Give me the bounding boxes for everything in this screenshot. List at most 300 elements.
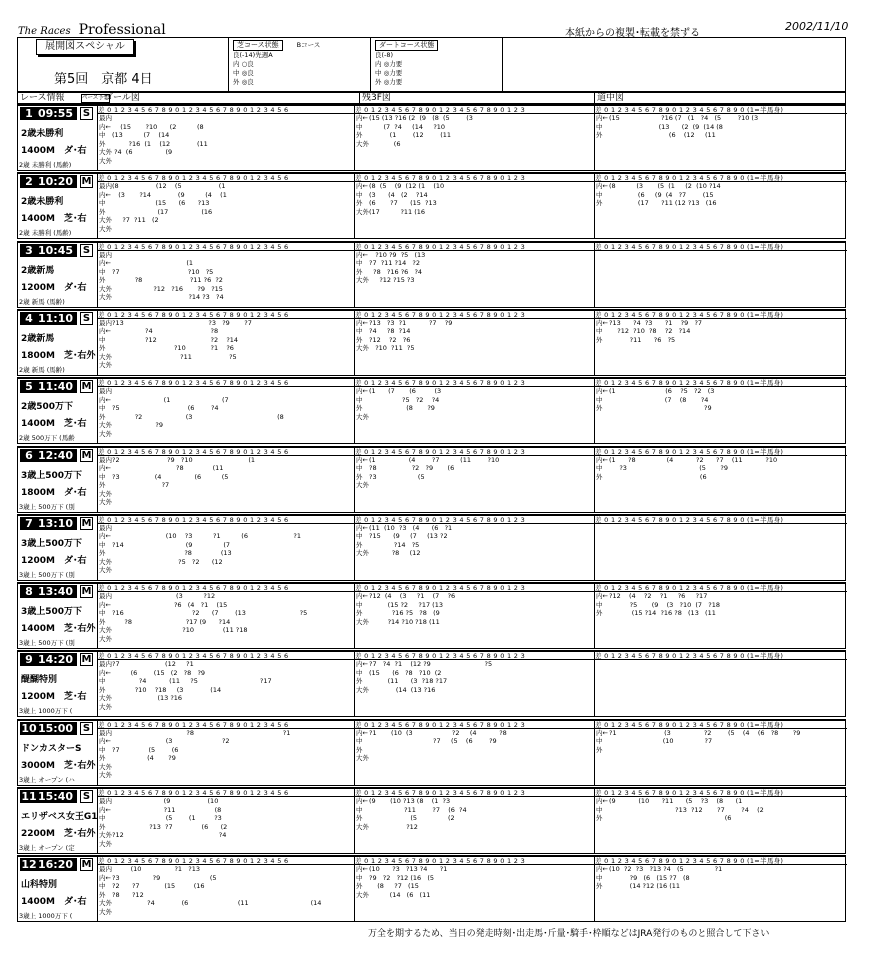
- post-time: 11:10: [38, 311, 74, 325]
- race-info: [18, 516, 98, 580]
- race-name: 3歳上500万下: [21, 470, 83, 481]
- pace-mark: M: [81, 859, 92, 871]
- pace-mark: M: [81, 381, 92, 393]
- turf-middle: 中 ◎良: [233, 69, 254, 77]
- goal-lane-label: 外: [99, 344, 106, 353]
- f3-positions: (10 ?3 ?13 ?4 ?1: [369, 865, 448, 874]
- dirt-line1: 良(-8): [375, 51, 394, 59]
- f3-lane-label: 内←: [356, 523, 368, 532]
- race-block: [17, 514, 846, 581]
- f3-lane-label: 大外: [356, 890, 369, 899]
- f3-panel: [354, 584, 594, 648]
- dirt-inner: 内 ◎力要: [375, 60, 403, 68]
- turf-course: Bコース: [296, 41, 321, 49]
- f3-lane-label: 外: [356, 609, 363, 618]
- goal-lane-label: 内←: [99, 327, 111, 336]
- goal-lane-label: 大外: [99, 694, 112, 703]
- f3-positions: ?8 ?2 ?9 (6: [369, 464, 455, 472]
- goal-lane-label: 外: [99, 822, 106, 831]
- mid-positions: (10 ?2 ?3 ?13 ?4 (5 ?1: [609, 865, 723, 874]
- f3-lane-label: 内←: [356, 114, 368, 122]
- goal-lane-label: 大外: [99, 361, 112, 370]
- goal-lane-label: 最内: [99, 318, 112, 327]
- mid-lane-label: 外: [596, 814, 603, 822]
- turf-outer: 外 ◎良: [233, 78, 254, 86]
- post-time: 14:20: [38, 653, 74, 667]
- goal-lane-label: 最内: [99, 660, 112, 669]
- mid-positions: ?1 (3 ?2 (5 (4 (6 ?8 ?9: [609, 728, 801, 737]
- mid-positions: ?13 ?4 ?3 ?1 ?9 ?7: [609, 318, 703, 327]
- f3-positions: (14 (13 ?16: [369, 685, 436, 694]
- mid-positions: (15 ?16 (7 (1 ?4 (5 ?10 (3: [609, 114, 759, 122]
- f3-positions: (6: [369, 139, 401, 148]
- f3-positions: (3 (4 (2 ?14: [369, 190, 428, 199]
- f3-lane-label: 大外: [356, 617, 369, 626]
- f3-positions: (8 ?9: [369, 404, 435, 413]
- f3-lane-label: 外: [356, 199, 363, 208]
- goal-scale: 差 0 1 2 3 4 5 6 7 8 9 0 1 2 3 4 5 6 7 8 9 0 1 2 3 4 5 6: [98, 448, 354, 456]
- race-block: [17, 309, 846, 376]
- post-time: 13:10: [38, 516, 74, 530]
- f3-positions: (9 (10 ?13 (8 (1 ?3: [369, 797, 451, 805]
- goal-positions: ?5 (6 ?4: [112, 404, 219, 413]
- brand-name: The Races: [18, 26, 71, 37]
- special-label: 展開図スペシャル: [36, 39, 134, 55]
- goal-positions: (10 ?3 ?1 (6 ?1: [112, 532, 301, 541]
- race-name: 2歳未勝利: [21, 129, 64, 139]
- f3-scale: 差 0 1 2 3 4 5 6 7 8 9 0 1 2 3 4 5 6 7 8 9 0 1 2 3: [355, 311, 594, 319]
- goal-positions: ?3 (4 (6 (5: [112, 472, 229, 481]
- race-name: 3歳上500万下: [21, 538, 83, 549]
- f3-panel: [354, 789, 594, 853]
- goal-positions: ?8 ?1: [112, 728, 291, 737]
- f3-lane-label: 大外: [356, 549, 369, 558]
- mid-panel: [594, 379, 847, 443]
- goal-positions: (3 ?2: [112, 737, 230, 746]
- f3-lane-label: 内←: [356, 865, 368, 874]
- f3-positions: ?12 ?15 ?3: [369, 276, 415, 285]
- goal-scale: 差 0 1 2 3 4 5 6 7 8 9 0 1 2 3 4 5 6 7 8 9 0 1 2 3 4 5 6: [98, 516, 354, 524]
- f3-lane-label: 外: [356, 540, 363, 549]
- mid-scale: 差 0 1 2 3 4 5 6 7 8 9 0 1 2 3 4 5 6 7 8 9 0 (1=半馬身): [595, 174, 847, 182]
- race-info: [18, 584, 98, 648]
- goal-panel: [98, 516, 354, 580]
- goal-positions: (10 ?1 ?13: [112, 865, 200, 874]
- turf-condition: [228, 38, 370, 91]
- race-info: [18, 311, 98, 375]
- goal-positions: (6 (15 (2 ?8 ?9: [112, 668, 206, 677]
- f3-lane-label: 内←: [356, 592, 368, 601]
- f3-lane-label: 中: [356, 600, 363, 609]
- race-info: [18, 448, 98, 512]
- goal-lane-label: 大外: [99, 429, 112, 438]
- f3-scale: 差 0 1 2 3 4 5 6 7 8 9 0 1 2 3 4 5 6 7 8 9 0 1 2 3: [355, 379, 594, 387]
- goal-lane-label: 大外: [99, 839, 112, 848]
- f3-lane-label: 内←: [356, 455, 368, 464]
- race-number: 3: [25, 243, 33, 257]
- goal-positions: ?2 ?9 ?10 (1: [112, 455, 256, 464]
- goal-lane-label: 外: [99, 685, 106, 694]
- goal-panel: [98, 106, 354, 170]
- mid-lane-label: 中: [596, 737, 603, 746]
- goal-lane-label: 中: [99, 609, 106, 618]
- f3-lane-label: 外: [356, 677, 363, 686]
- f3-panel: [354, 106, 594, 170]
- f3-lane-label: 中: [356, 395, 363, 404]
- mid-panel: [594, 584, 847, 648]
- pace-mark: S: [80, 722, 93, 735]
- mid-lane-label: 内←: [596, 182, 608, 191]
- goal-panel: [98, 789, 354, 853]
- f3-scale: 差 0 1 2 3 4 5 6 7 8 9 0 1 2 3 4 5 6 7 8 9 0 1 2 3: [355, 516, 594, 524]
- goal-lane-label: 中: [99, 540, 106, 549]
- race-info: [18, 721, 98, 785]
- race-number-time: [20, 449, 77, 462]
- pace-mark: M: [81, 517, 92, 529]
- mid-panel: [594, 174, 847, 238]
- race-name: 2歳未勝利: [21, 197, 64, 208]
- race-block: [17, 582, 846, 649]
- mid-lane-label: 中: [596, 464, 603, 472]
- f3-scale: 差 0 1 2 3 4 5 6 7 8 9 0 1 2 3 4 5 6 7 8 9 0 1 2 3: [355, 789, 594, 797]
- goal-positions: ?12 ?2 ?14: [112, 335, 239, 344]
- goal-positions: (9 (10: [112, 797, 219, 805]
- post-time: 10:45: [38, 243, 74, 257]
- mid-positions: (1 ?8 (4 ?2 ?7 (11 ?10: [609, 455, 778, 464]
- goal-positions: ?4 (11 ?5 ?17: [112, 677, 272, 686]
- mid-scale: 差 0 1 2 3 4 5 6 7 8 9 0 1 2 3 4 5 6 7 8 9 0 (1=半馬身): [595, 789, 847, 797]
- goal-positions: ?2 ?7 (15 (16: [112, 882, 205, 891]
- goal-lane-label: 最内: [99, 592, 112, 601]
- race-name: 2歳新馬: [21, 333, 55, 344]
- goal-positions: ?14 (9 (7: [112, 540, 231, 549]
- goal-lane-label: 大外: [99, 771, 112, 780]
- race-number: 9: [25, 653, 33, 667]
- goal-lane-label: 大外: [99, 566, 112, 575]
- f3-positions: ?12: [369, 822, 418, 831]
- f3-positions: (1 (4 ?7 (11 ?10: [369, 455, 500, 464]
- f3-lane-label: 中: [356, 668, 363, 677]
- dirt-title: ダートコース状態: [375, 40, 438, 51]
- race-class: 3歳上 500万下 (別: [19, 502, 75, 511]
- race-info: [18, 789, 98, 853]
- f3-positions: ?8 (12: [369, 549, 421, 558]
- race-name: 2歳新馬: [21, 265, 55, 276]
- f3-positions: (6 ?7 (15 ?13: [369, 199, 437, 208]
- goal-lane-label: 大外: [99, 831, 112, 839]
- mid-scale: 差 0 1 2 3 4 5 6 7 8 9 0 1 2 3 4 5 6 7 8 9 0 (1=半馬身): [595, 857, 847, 865]
- f3-panel: [354, 379, 594, 443]
- goal-positions: (13 ?16: [112, 694, 183, 703]
- race-info: [18, 857, 98, 921]
- race-distance: 1200M 芝･右: [21, 692, 87, 703]
- f3-scale: 差 0 1 2 3 4 5 6 7 8 9 0 1 2 3 4 5 6 7 8 9 0 1 2 3: [355, 857, 594, 865]
- meeting-title: 第5回 京都 4日: [54, 72, 153, 87]
- column-headers: [17, 92, 846, 104]
- goal-scale: 差 0 1 2 3 4 5 6 7 8 9 0 1 2 3 4 5 6 7 8 9 0 1 2 3 4 5 6: [98, 311, 354, 319]
- goal-positions: ?10 (11 ?18: [112, 626, 248, 635]
- f3-lane-label: 外: [356, 404, 363, 413]
- goal-positions: ?11 (8: [112, 805, 222, 814]
- race-info: [18, 379, 98, 443]
- race-number: 12: [21, 858, 37, 872]
- race-class: 3歳上 500万下 (別: [19, 639, 75, 648]
- f3-positions: ?14 ?10 ?18 (11: [369, 617, 440, 626]
- goal-lane-label: 外: [99, 549, 106, 558]
- goal-lane-label: 中: [99, 472, 106, 481]
- f3-lane-label: 内←: [356, 250, 368, 259]
- goal-lane-label: 最内: [99, 182, 112, 191]
- f3-scale: 差 0 1 2 3 4 5 6 7 8 9 0 1 2 3 4 5 6 7 8 9 0 1 2 3: [355, 584, 594, 592]
- f3-lane-label: 外: [356, 335, 363, 344]
- race-number-time: [20, 380, 77, 393]
- race-distance: 1400M ダ･右: [21, 146, 87, 156]
- mid-positions: ?11 ?6 ?5: [609, 335, 676, 344]
- goal-positions: (1 (7: [112, 395, 229, 404]
- mid-lane-label: 内←: [596, 865, 608, 874]
- mid-lane-label: 外: [596, 882, 603, 891]
- race-number: 6: [25, 448, 33, 462]
- race-number-time: [20, 722, 77, 735]
- goal-lane-label: 大外: [99, 702, 112, 711]
- mid-panel: [594, 721, 847, 785]
- mid-positions: (8 (3 (5 (1 (2 (10 ?14: [609, 182, 721, 191]
- pace-mark: S: [80, 244, 93, 257]
- goal-positions: (3 ?12: [112, 592, 216, 601]
- mid-lane-label: 中: [596, 327, 603, 336]
- mid-positions: (7 (8 ?4: [609, 395, 709, 404]
- f3-panel: [354, 311, 594, 375]
- f3-lane-label: 大外: [356, 207, 369, 216]
- mid-positions: ?5 (9 (3 ?10 (7 ?18: [609, 600, 720, 609]
- goal-positions: ?7 ?11 (2: [112, 216, 159, 225]
- goal-lane-label: 中: [99, 267, 106, 276]
- f3-lane-label: 中: [356, 464, 363, 472]
- mid-lane-label: 中: [596, 395, 603, 404]
- goal-lane-label: 内←: [99, 122, 111, 131]
- goal-scale: 差 0 1 2 3 4 5 6 7 8 9 0 1 2 3 4 5 6 7 8 9 0 1 2 3 4 5 6: [98, 379, 354, 387]
- copyright-notice: 本紙からの複製･転載を禁ずる: [565, 28, 700, 39]
- goal-positions: (4 ?9: [112, 754, 176, 763]
- race-distance: 1800M ダ･右: [21, 487, 87, 498]
- race-info: [18, 106, 98, 170]
- mid-panel: [594, 243, 847, 307]
- goal-panel: [98, 379, 354, 443]
- col-pace: ペース予想: [82, 95, 110, 101]
- goal-positions: ?12 ?16 ?9 ?15: [112, 284, 223, 293]
- f3-lane-label: 大外: [356, 685, 369, 694]
- race-distance: 1400M 芝･右外: [21, 624, 96, 635]
- goal-lane-label: 内←: [99, 395, 111, 404]
- goal-lane-label: 大外: [99, 762, 112, 771]
- race-distance: 1400M 芝･右: [21, 214, 87, 225]
- mid-scale: 差 0 1 2 3 4 5 6 7 8 9 0 1 2 3 4 5 6 7 8 9 0 (1=半馬身): [595, 311, 847, 319]
- goal-panel: [98, 448, 354, 512]
- race-info: [18, 243, 98, 307]
- goal-panel: [98, 721, 354, 785]
- pace-mark: M: [81, 586, 92, 598]
- f3-lane-label: 内←: [356, 797, 368, 805]
- goal-lane-label: 最内: [99, 523, 112, 532]
- goal-positions: ?8 ?11 ?6 ?2: [112, 276, 223, 285]
- f3-positions: ?1 (10 (3 ?2 (4 ?8: [369, 728, 507, 737]
- goal-positions: ?5 ?2 (12: [112, 557, 223, 566]
- f3-scale: 差 0 1 2 3 4 5 6 7 8 9 0 1 2 3 4 5 6 7 8 9 0 1 2 3: [355, 106, 594, 114]
- mid-lane-label: 内←: [596, 728, 608, 737]
- race-name: エリザベス女王G1: [21, 812, 98, 822]
- race-distance: 1200M ダ･右: [21, 555, 87, 566]
- mid-lane-label: 外: [596, 404, 603, 413]
- f3-lane-label: 外: [356, 472, 363, 481]
- pace-mark: S: [80, 107, 93, 120]
- goal-positions: (15 (6 ?13: [112, 199, 210, 208]
- race-block: [17, 787, 846, 854]
- mid-positions: (1 (6 ?5 ?2 (3: [609, 387, 715, 396]
- goal-lane-label: 内←: [99, 532, 111, 541]
- post-time: 11:40: [38, 380, 74, 394]
- goal-panel: [98, 174, 354, 238]
- goal-lane-label: 大外: [99, 634, 112, 643]
- mid-positions: (10 ?7: [609, 737, 713, 746]
- mid-positions: ?9 (6 (15 ?7 (8: [609, 873, 690, 882]
- goal-lane-label: 大外: [99, 224, 112, 233]
- f3-lane-label: 大外: [356, 481, 369, 489]
- goal-positions: ?4 (6 (11 (14: [112, 899, 322, 908]
- mid-positions: ?12 ?10 ?8 ?2 ?14: [609, 327, 691, 336]
- race-number: 2: [25, 175, 33, 189]
- col-f3: 残3F図: [359, 93, 391, 103]
- f3-positions: ?10 ?11 ?5: [369, 344, 415, 353]
- goal-lane-label: 中: [99, 745, 106, 754]
- mid-lane-label: 外: [596, 131, 603, 139]
- mid-panel: [594, 448, 847, 512]
- race-number-time: [20, 175, 77, 188]
- post-time: 13:40: [38, 585, 74, 599]
- f3-lane-label: 中: [356, 805, 363, 814]
- goal-lane-label: 外: [99, 412, 106, 421]
- brand-edition: Professional: [78, 22, 166, 38]
- goal-panel: [98, 243, 354, 307]
- goal-lane-label: 大外: [99, 293, 112, 302]
- f3-positions: ?7 ?4 ?1 (12 ?9 ?5: [369, 660, 493, 669]
- pace-mark: S: [80, 790, 93, 803]
- issue-date: 2002/11/10: [785, 20, 849, 33]
- race-block: [17, 855, 846, 922]
- race-block: [17, 104, 846, 171]
- race-number-time: [20, 858, 77, 871]
- race-block: [17, 172, 846, 239]
- f3-positions: ?9 ?2 ?12 (16 (5: [369, 873, 435, 882]
- goal-positions: ?2 (3 (8: [112, 412, 284, 421]
- goal-scale: 差 0 1 2 3 4 5 6 7 8 9 0 1 2 3 4 5 6 7 8 9 0 1 2 3 4 5 6: [98, 243, 354, 251]
- brand: [18, 22, 166, 38]
- f3-lane-label: 中: [356, 327, 363, 336]
- f3-lane-label: 大外: [356, 139, 369, 148]
- goal-positions: ?7 (5 (6: [112, 745, 179, 754]
- mid-lane-label: 内←: [596, 592, 608, 601]
- goal-lane-label: 外: [99, 276, 106, 285]
- f3-lane-label: 中: [356, 737, 363, 746]
- mid-lane-label: 内←: [596, 318, 608, 327]
- turf-inner: 内 ○良: [233, 60, 254, 68]
- pace-mark: M: [81, 654, 92, 666]
- race-name: 山科特別: [21, 880, 58, 891]
- f3-lane-label: 中: [356, 190, 363, 199]
- goal-positions: ?14 ?3 ?4: [112, 293, 224, 302]
- goal-positions: (1: [112, 259, 194, 268]
- col-race-info: レース情報: [20, 93, 65, 103]
- race-class: 3歳上 1000万下 (: [19, 912, 73, 921]
- pace-mark: M: [81, 176, 92, 188]
- f3-positions: ?3 (5: [369, 472, 425, 481]
- goal-positions: ?7 (12 ?1: [112, 660, 194, 669]
- goal-lane-label: 内←: [99, 668, 111, 677]
- race-number-time: [20, 244, 77, 257]
- f3-lane-label: 内←: [356, 182, 368, 191]
- mid-lane-label: 内←: [596, 387, 608, 396]
- mid-lane-label: 外: [596, 609, 603, 618]
- goal-positions: ?13 ?7 (6 (2: [112, 822, 228, 831]
- goal-positions: ?16 (1 (12 (11: [112, 139, 208, 148]
- f3-positions: ?16 ?5 ?8 (9: [369, 609, 440, 618]
- goal-lane-label: 外: [99, 139, 106, 148]
- mid-scale: 差 0 1 2 3 4 5 6 7 8 9 0 1 2 3 4 5 6 7 8 9 0 (1=半馬身): [595, 652, 847, 660]
- goal-lane-label: 最内: [99, 114, 112, 122]
- f3-positions: (15 ?2 ?17 (13: [369, 600, 443, 609]
- race-number: 10: [21, 721, 37, 735]
- goal-lane-label: 内←: [99, 259, 111, 268]
- goal-lane-label: 内←: [99, 464, 111, 472]
- race-number: 4: [25, 311, 33, 325]
- f3-positions: (11 (3 ?18 ?17: [369, 677, 448, 686]
- race-number-time: [20, 585, 77, 598]
- goal-panel: [98, 311, 354, 375]
- f3-panel: [354, 448, 594, 512]
- race-number: 8: [25, 585, 33, 599]
- mid-lane-label: 中: [596, 122, 603, 131]
- mid-scale: 差 0 1 2 3 4 5 6 7 8 9 0 1 2 3 4 5 6 7 8 9 0 (1=半馬身): [595, 516, 847, 524]
- race-class: 3歳上 1000万下 (: [19, 707, 73, 716]
- f3-lane-label: 内←: [356, 728, 368, 737]
- mid-lane-label: 中: [596, 190, 603, 199]
- f3-lane-label: 中: [356, 122, 363, 131]
- goal-lane-label: 大外: [99, 498, 112, 506]
- f3-scale: 差 0 1 2 3 4 5 6 7 8 9 0 1 2 3 4 5 6 7 8 9 0 1 2 3: [355, 448, 594, 456]
- goal-lane-label: 大外: [99, 352, 112, 361]
- race-name: 醍醐特別: [21, 675, 58, 686]
- mid-positions: ?3 (5 ?9: [609, 464, 728, 472]
- goal-lane-label: 中: [99, 882, 106, 891]
- race-block: [17, 446, 846, 513]
- f3-positions: ?11 ?7 (6 ?4: [369, 805, 467, 814]
- mid-lane-label: 中: [596, 600, 603, 609]
- f3-lane-label: 中: [356, 873, 363, 882]
- goal-lane-label: 大外: [99, 489, 112, 498]
- f3-positions: ?14 ?5: [369, 540, 420, 549]
- race-distance: 1200M ダ･右: [21, 282, 87, 293]
- f3-positions: ?4 ?8 ?14: [369, 327, 411, 336]
- goal-scale: 差 0 1 2 3 4 5 6 7 8 9 0 1 2 3 4 5 6 7 8 9 0 1 2 3 4 5 6: [98, 106, 354, 114]
- goal-positions: (13 (7 (14: [112, 131, 170, 139]
- goal-positions: (5 (1 ?3: [112, 814, 222, 822]
- goal-lane-label: 大外: [99, 626, 112, 635]
- goal-lane-label: 大外: [99, 216, 112, 225]
- goal-lane-label: 外: [99, 207, 106, 216]
- f3-lane-label: 外: [356, 814, 363, 822]
- race-name: ドンカスターS: [21, 743, 82, 754]
- race-number-time: [20, 653, 77, 666]
- f3-scale: 差 0 1 2 3 4 5 6 7 8 9 0 1 2 3 4 5 6 7 8 9 0 1 2 3: [355, 652, 594, 660]
